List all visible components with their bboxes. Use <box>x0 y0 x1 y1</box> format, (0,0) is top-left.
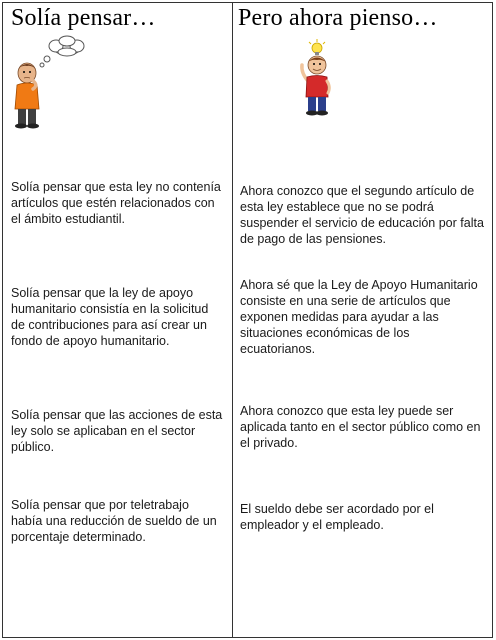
now-think-item-3: Ahora conozco que esta ley puede ser aplicada tanto en el sector público como en el privado. <box>240 404 481 450</box>
heading-now-think: Pero ahora pienso… <box>238 5 438 31</box>
now-think-item-2: Ahora sé que la Ley de Apoyo Humanitario consiste en una serie de artículos que exponen medidas para ayudar a las situaciones económicas de los ecuatorianos. <box>240 278 478 356</box>
used-to-think-item-4: Solía pensar que por teletrabajo había una reducción de sueldo de un porcentaje determinado. <box>11 498 217 544</box>
used-to-think-item-2: Solía pensar que la ley de apoyo humanitario consistía en la solicitud de contribuciones para así crear un fondo de apoyo humanitario. <box>11 286 209 348</box>
comparison-table <box>2 2 493 638</box>
thinking-person-icon <box>9 35 89 131</box>
idea-lightbulb-person-icon <box>293 39 337 119</box>
heading-used-to-think: Solía pensar… <box>11 5 156 31</box>
used-to-think-item-1: Solía pensar que esta ley no contenía artículos que estén relacionados con el ámbito estudiantil. <box>11 180 221 226</box>
now-think-item-1: Ahora conozco que el segundo artículo de esta ley establece que no se podrá suspender el servicio de educación por falta de pago de las pensiones. <box>240 184 484 246</box>
used-to-think-item-3: Solía pensar que las acciones de esta ley solo se aplicaban en el sector público. <box>11 408 223 454</box>
now-think-item-4: El sueldo debe ser acordado por el empleador y el empleado. <box>240 502 434 532</box>
column-now-think <box>233 3 492 637</box>
column-used-to-think <box>3 3 232 637</box>
